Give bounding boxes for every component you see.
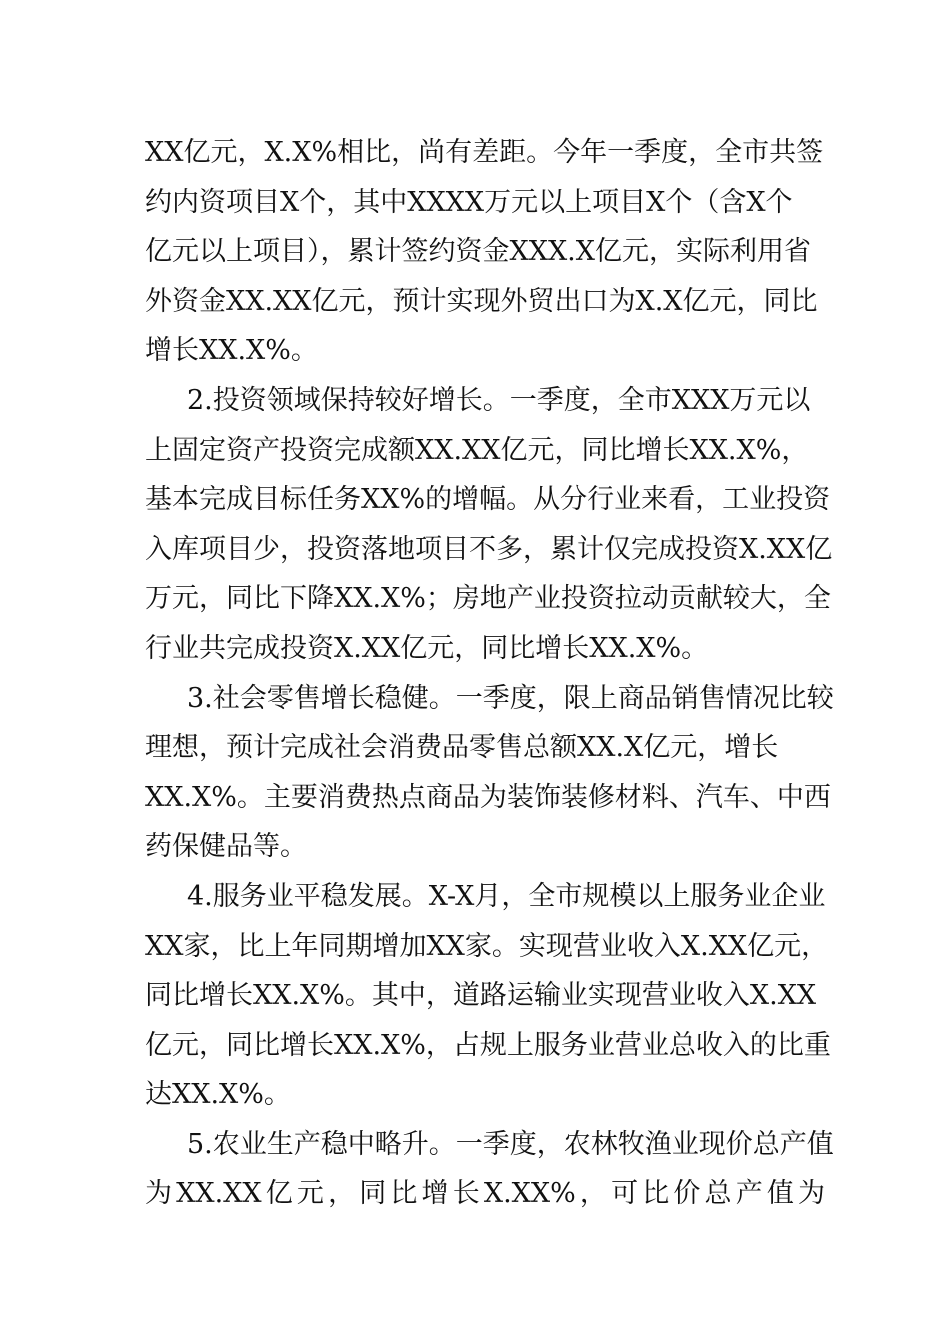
text-line: 外资金XX.XX亿元，预计实现外贸出口为X.X亿元，同比 — [145, 285, 818, 317]
paragraph-start-retail: 3.社会零售增长稳健。一季度，限上商品销售情况比较 — [187, 682, 834, 714]
paragraph-start-investment: 2.投资领域保持较好增长。一季度，全市XXX万元以 — [187, 384, 811, 416]
paragraph-start-agriculture: 5.农业生产稳中略升。一季度，农林牧渔业现价总产值 — [187, 1128, 834, 1160]
text-line: 药保健品等。 — [145, 831, 307, 863]
text-line: 亿元，同比增长XX.X%，占规上服务业营业总收入的比重 — [145, 1029, 831, 1061]
text-line: 入库项目少，投资落地项目不多，累计仅完成投资X.XX亿 — [145, 533, 833, 565]
text-line: XX亿元，X.X%相比，尚有差距。今年一季度，全市共签 — [145, 137, 824, 168]
text-line: 为XX.XX亿元，同比增长X.XX%，可比价总产值为 — [145, 1178, 825, 1210]
text-line: 达XX.X%。 — [145, 1079, 291, 1111]
text-line: 万元，同比下降XX.X%；房地产业投资拉动贡献较大，全 — [145, 583, 831, 615]
text-line: XX家，比上年同期增加XX家。实现营业收入X.XX亿元， — [145, 930, 829, 962]
text-line: 亿元以上项目），累计签约资金XXX.X亿元，实际利用省 — [145, 236, 811, 268]
text-line: 理想，预计完成社会消费品零售总额XX.X亿元，增长 — [145, 732, 779, 764]
text-line: 行业共完成投资X.XX亿元，同比增长XX.X%。 — [145, 632, 709, 664]
text-line: 上固定资产投资完成额XX.XX亿元，同比增长XX.X%， — [145, 434, 809, 466]
text-line: 同比增长XX.X%。其中，道路运输业实现营业收入X.XX — [145, 980, 817, 1012]
text-line: 增长XX.X%。 — [145, 335, 318, 367]
text-line: 约内资项目X个，其中XXXX万元以上项目X个（含X个 — [145, 186, 793, 218]
text-line: XX.X%。主要消费热点商品为装饰装修材料、汽车、中西 — [145, 781, 831, 813]
document-body — [145, 128, 834, 1219]
paragraph-start-services: 4.服务业平稳发展。X-X月，全市规模以上服务业企业 — [187, 880, 826, 912]
text-line: 基本完成目标任务XX%的增幅。从分行业来看，工业投资 — [145, 484, 831, 516]
